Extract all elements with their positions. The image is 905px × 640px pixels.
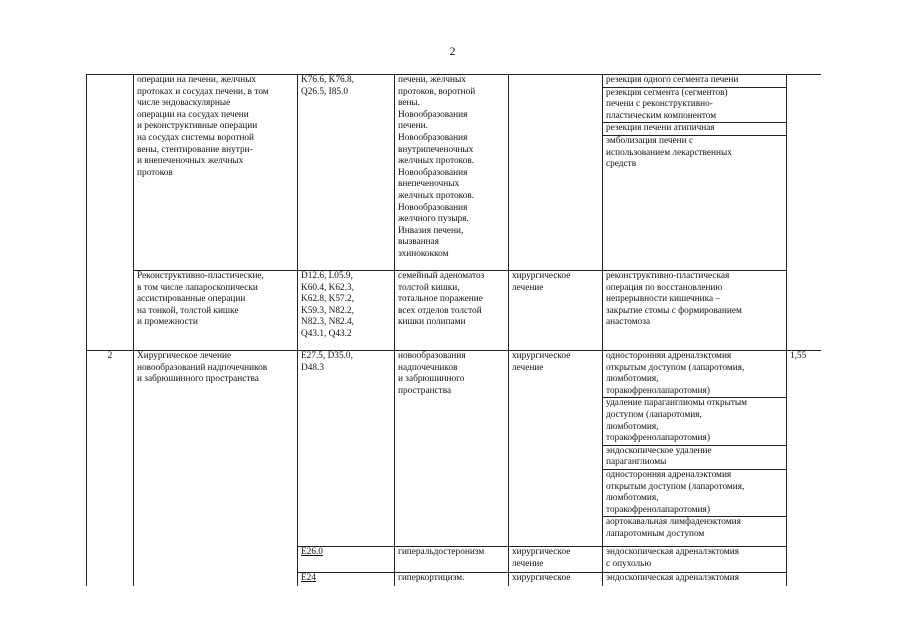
table-row (87, 351, 822, 547)
text-line: использованием лекарственных (606, 147, 732, 158)
method-text (603, 123, 786, 136)
text-line: Q43.1, Q43.2 (301, 328, 352, 339)
text-line: Новообразования (398, 167, 468, 178)
treatment-type-cell (509, 547, 603, 573)
text-line: D48.3 (301, 362, 324, 373)
treatment-type-cell (509, 75, 603, 271)
text-line: резекция печени атипичная (606, 123, 715, 134)
treatment-type-cell (509, 271, 603, 351)
text-line: протоках и сосудах печени, в том (137, 86, 269, 97)
text-line: вены. (398, 98, 421, 109)
text-line: вызванная (398, 237, 440, 248)
procedure-name-cell (134, 351, 298, 587)
patient-model-cell (395, 75, 509, 271)
text-line: Реконструктивно-пластические, (137, 271, 264, 281)
text-line: Хирургическое лечение (137, 351, 232, 361)
text-line: с опухолью (606, 558, 652, 569)
text-line: D12.6, L05.9, (301, 271, 353, 281)
methods-list (603, 271, 786, 329)
text-line: операции на печени, желчных (137, 75, 257, 85)
text-line: операции на сосудах печени (137, 109, 249, 120)
text-line: и внепеченочных желчных (137, 156, 244, 167)
text-line: лечение (512, 282, 544, 293)
text-line: Новообразования (398, 202, 468, 213)
text-line: открытым доступом (лапаротомия, (606, 362, 745, 373)
method-text (603, 398, 786, 445)
method-text (603, 271, 786, 329)
text-line: Q26.5, I85.0 (301, 86, 348, 97)
icd-codes-cell (298, 351, 395, 547)
text-line: хирургическое (512, 547, 571, 557)
text-line: и промежности (137, 317, 198, 328)
treatment-type-cell (509, 351, 603, 547)
text-line: протоков (137, 167, 173, 178)
method-text (603, 547, 786, 570)
text-line: резекция одного сегмента печени (606, 75, 739, 85)
patient-model-cell (395, 271, 509, 351)
icd-codes-cell (298, 547, 395, 573)
treatment-type-cell (509, 573, 603, 587)
text-line: K62.8, K57.2, (301, 294, 354, 305)
text-line: аортокавальная лимфаденэктомия (606, 517, 741, 528)
procedure-name-cell (134, 75, 298, 271)
text-line: тотальное поражение (398, 294, 483, 305)
row-number-cell (87, 75, 134, 351)
procedures-table (86, 74, 821, 586)
page-number: 2 (449, 44, 456, 58)
text-line: доступом (лапаротомия, (606, 409, 702, 420)
text-line: новообразования (398, 351, 466, 361)
text-line: K60.4, K62.3, (301, 282, 354, 293)
text-line: лечение (512, 558, 544, 569)
treatment-methods-cell (603, 271, 787, 351)
text-line: односторонняя адреналэктомия (606, 469, 732, 480)
text-line: толстой кишки, (398, 282, 460, 293)
text-line: резекция сегмента (сегментов) (606, 87, 728, 98)
text-line: внепеченочных (398, 179, 460, 190)
cost-coefficient-cell: 1,55 (787, 351, 822, 587)
text-line: печени с реконструктивно- (606, 99, 713, 110)
method-item (603, 547, 786, 570)
text-line: хирургическое (512, 271, 571, 281)
text-line: пластическим компонентом (606, 110, 717, 121)
text-line: числе эндоваскулярные (137, 98, 231, 109)
text-line: эхинококком (398, 248, 449, 259)
method-item (603, 445, 786, 469)
text-line: параганглиомы (606, 457, 667, 468)
method-text (603, 517, 786, 541)
patient-model-cell (395, 573, 509, 587)
text-line: односторонняя адреналэктомия (606, 351, 732, 361)
method-text (603, 87, 786, 123)
text-line: вены, стентирование внутри- (137, 144, 253, 155)
icd-codes-cell (298, 75, 395, 271)
method-item (603, 75, 786, 87)
text-line: люмботомия, (606, 374, 659, 385)
procedure-name-cell (134, 271, 298, 351)
treatment-methods-cell (603, 75, 787, 271)
methods-list (603, 351, 786, 541)
text-line: желчного пузыря. (398, 214, 469, 225)
text-line: торакофренолапаротомия) (606, 433, 710, 444)
text-line: лечение (512, 362, 544, 373)
text-line: эндоскопическая адреналэктомия (606, 573, 739, 583)
text-line: протоков, воротной (398, 86, 476, 97)
text-line: люмботомия, (606, 421, 659, 432)
method-item (603, 123, 786, 136)
method-item (603, 351, 786, 398)
text-line: удаление параганглиомы открытым (606, 398, 748, 409)
method-item (603, 517, 786, 541)
method-text (603, 445, 786, 469)
text-line: на тонкой, толстой кишке (137, 305, 239, 316)
text-line: Новообразования (398, 132, 468, 143)
method-item (603, 469, 786, 516)
method-text (603, 135, 786, 170)
text-line: всех отделов толстой (398, 305, 482, 316)
text-line: печени, желчных (398, 75, 466, 85)
methods-list (603, 547, 786, 570)
method-text (603, 351, 786, 398)
method-text (603, 573, 786, 585)
text-line: новообразований надпочечников (137, 362, 268, 373)
text-line: эндоскопическое удаление (606, 445, 712, 456)
text-line: пространства (398, 385, 452, 396)
patient-model-cell (395, 547, 509, 573)
icd-codes-cell (298, 573, 395, 587)
text-line: эмболизация печени с (606, 135, 694, 146)
treatment-methods-cell (603, 573, 787, 587)
text-line: K76.6, K76.8, (301, 75, 354, 85)
text-line: внутрипеченочных (398, 144, 474, 155)
method-item (603, 573, 786, 585)
text-line: ассистированные операции (137, 294, 246, 305)
text-line: эндоскопическая адреналэктомия (606, 547, 739, 557)
text-line: лапаротомным доступом (606, 528, 705, 539)
text-line: в том числе лапароскопически (137, 282, 258, 293)
method-text (603, 75, 786, 87)
text-line: анастомоза (606, 317, 651, 328)
text-line: K59.3, N82.2, (301, 305, 354, 316)
text-line: люмботомия, (606, 493, 659, 504)
methods-list (603, 75, 786, 171)
document-sheet (86, 74, 821, 586)
method-item (603, 398, 786, 445)
text-line: кишки полипами (398, 317, 466, 328)
method-text (603, 469, 786, 516)
text-line: и забрюшинного (398, 374, 465, 385)
text-line: гиперальдостеронизм (398, 547, 485, 557)
text-line: и забрюшинного пространства (137, 374, 259, 385)
text-line: E27.5, D35.0, (301, 351, 353, 361)
text-line: закрытие стомы с формированием (606, 305, 742, 316)
text-line: операция по восстановлению (606, 282, 723, 293)
text-line: открытым доступом (лапаротомия, (606, 481, 745, 492)
text-line: торакофренолапаротомия) (606, 385, 710, 396)
cost-coefficient-cell (787, 75, 822, 351)
text-line: желчных протоков. (398, 156, 475, 167)
text-line: Новообразования (398, 109, 468, 120)
text-line: на сосудах системы воротной (137, 132, 255, 143)
method-item (603, 135, 786, 170)
text-line: реконструктивно-пластическая (606, 271, 730, 281)
method-item (603, 87, 786, 123)
text-line: желчных протоков. (398, 190, 475, 201)
methods-list (603, 573, 786, 585)
table-row (87, 271, 822, 351)
patient-model-cell (395, 351, 509, 547)
text-line: торакофренолапаротомия) (606, 504, 710, 515)
text-line: Инвазия печени, (398, 225, 464, 236)
text-line: средств (606, 159, 637, 170)
text-line: E26.0 (301, 547, 323, 557)
text-line: E24 (301, 573, 316, 583)
table-row (87, 75, 822, 271)
text-line: непрерывности кишечника – (606, 294, 721, 305)
text-line: надпочечников (398, 362, 458, 373)
text-line: N82.3, N82.4, (301, 317, 354, 328)
treatment-methods-cell (603, 351, 787, 547)
text-line: хирургическое (512, 573, 571, 583)
row-number-cell: 2 (87, 351, 134, 587)
text-line: и реконструктивные операции (137, 121, 258, 132)
treatment-methods-cell (603, 547, 787, 573)
text-line: гиперкортицизм. (398, 573, 465, 583)
text-line: хирургическое (512, 351, 571, 361)
text-line: семейный аденоматоз (398, 271, 485, 281)
text-line: печени. (398, 121, 428, 132)
method-item (603, 271, 786, 329)
icd-codes-cell (298, 271, 395, 351)
